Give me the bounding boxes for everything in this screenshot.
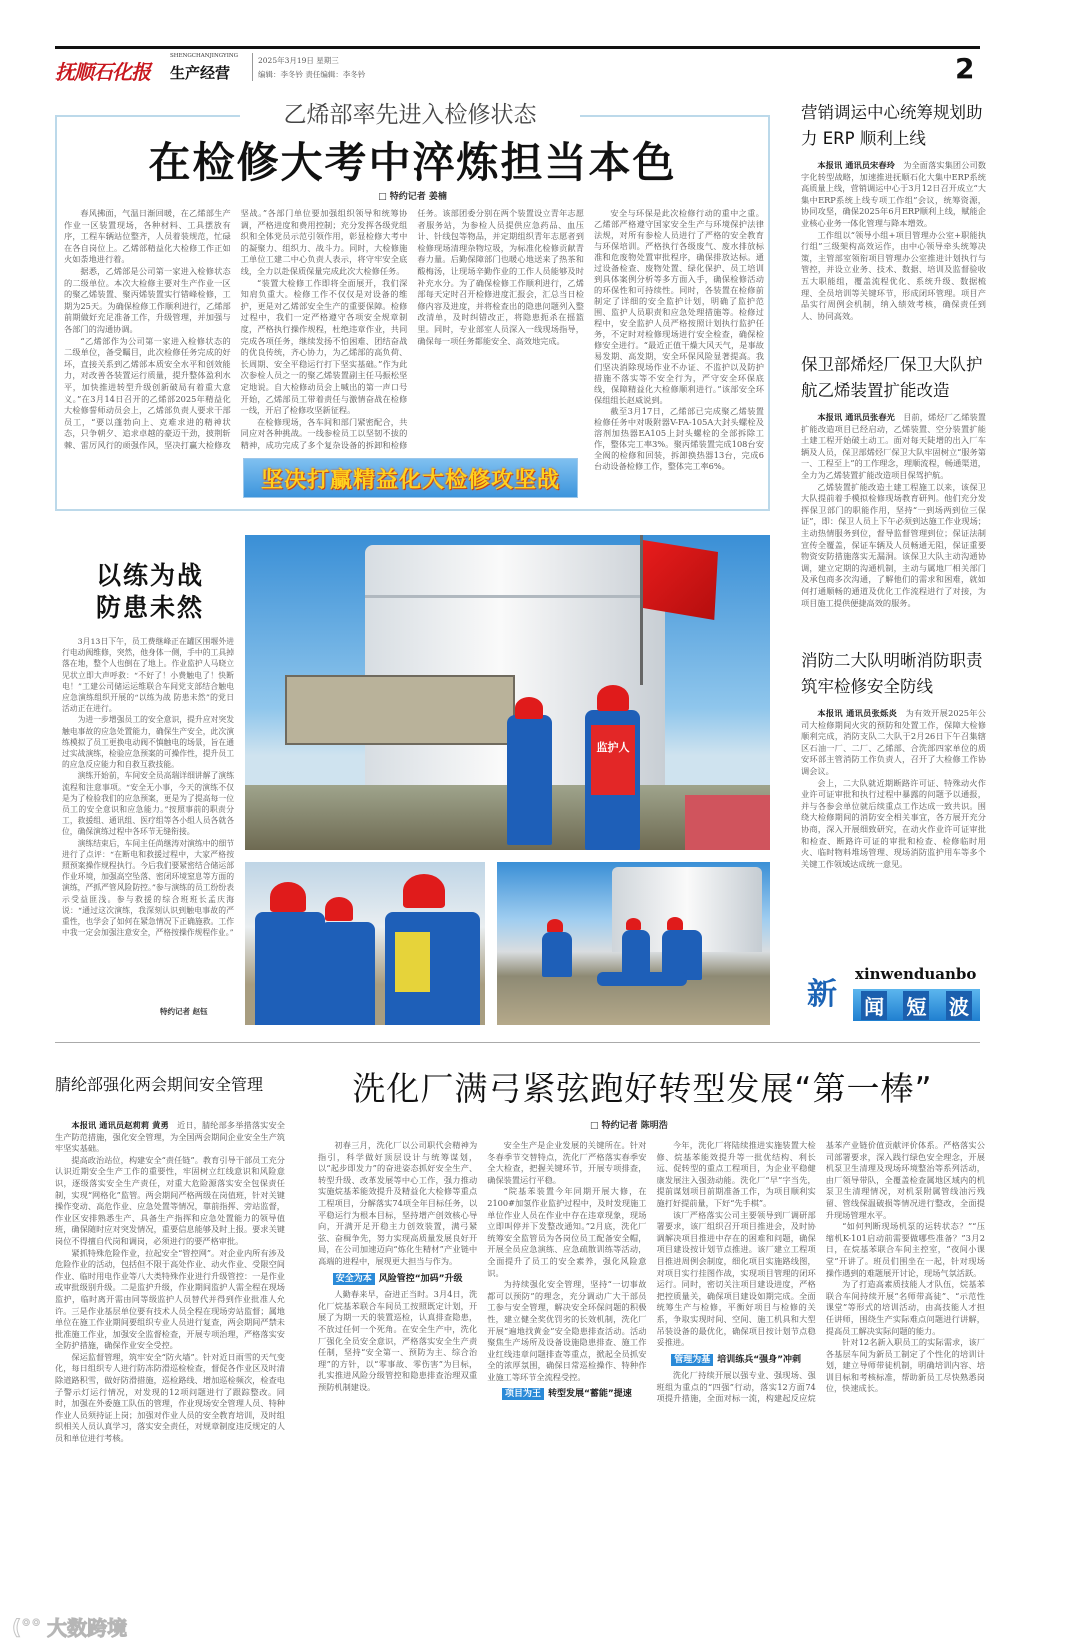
section-heading (657, 1355, 816, 1367)
paragraph: 为全面落实集团公司数字化转型战略，加速推进抚顺石化大集中ERP系统高质量上线，营销调运中心于3月12日召开成立“大集中ERP系统上线专项工作组”会议，统筹资源，协同攻坚，确保2025年6月ERP顺利上线，赋能企业核心业务一体化管理与降本增效。 (801, 160, 986, 228)
paragraph: 初春三月，洗化厂以公司职代会精神为指引，科学做好顶层设计与统筹谋划，以“起步即发力”的奋进姿态抓好安全生产、转型升级、改革发展等中心工作，强力推动实施烷基苯能效提升及精益化大检修等重点工程项目，分解落实74项全年目标任务，以平稳运行为根本目标，坚持增产创效核心导向，开满开足开稳主力创效装置，满弓紧弦、奋楫争先，努力实现高质量发展良好开局，在公司加速迈向“炼化生精材”产业链中高端的进程中，展现更大担当与作为。 (318, 1140, 478, 1266)
article-title: 营销调运中心统筹规划助力 ERP 顺利上线 (801, 103, 983, 148)
logo-pinyin: xinwenduanbo (855, 965, 977, 983)
logo-big-char: 新 (807, 977, 837, 1012)
paragraph: 为了打造高素质技能人才队伍，烷基苯联合车间持续开展“名师带高徒”、“示范性课堂”等形式的培训活动，由高技能人才担任讲师，围绕生产实际难点问题进行讲解，提高员工解决实际问题的能力。 (825, 1279, 985, 1336)
paragraph: 提高政治站位，构建安全“责任链”。教育引导干部员工充分认识近期安全生产工作的重要性，牢固树立红线意识和风险意识，逐级落实安全生产责任，对重大危险源落实安全包保责任制，实现“网格化”监管。两会期间严格两级在岗值班，针对关键操作变动、高危作业、应急处置等情况，靠前指挥、旁站监督，作业区安排熟悉生产、具备生产指挥和应急处置能力的领导值班，确保随时应对突发情况，重要信息能够及时上报。要求关键岗位不得擅自代岗和调岗，必须进行的要严格审批。 (55, 1154, 285, 1246)
acrylic-body (55, 1120, 285, 1605)
helmet (515, 697, 543, 719)
paragraph: “装置大检修工作即将全面展开，我们深知肩负重大。检修工作不仅仅是对设备的维护，更是对乙烯部安全生产的重要保障。检修过程中，我们一定严格遵守各项安全规章制度，严格执行操作规程，杜绝违章作业，共同完成各项任务，继续发扬不怕困难、团结奋战的优良传统，齐心协力，为乙烯部的高负荷、长周期、安全平稳运行打下坚实基础。”作为此次参检人员之一的聚乙烯装置副主任马振松坚定地说。自大检修动员会上喊出的第一声口号开始，乙烯部员工带着责任与激情奋战在检修一线，开启了检修攻坚新征程。 (240, 277, 408, 416)
section-heading-text: 转型发展“蓄能”提速 (547, 1389, 632, 1400)
title-line: 以练为战 (95, 561, 204, 590)
red-flag-icon (643, 540, 718, 620)
paragraph: 为有效开展2025年公司大检修期间火灾的预防和处置工作，保障大检修顺利完成，消防支队二大队于2月26日下午召集辖区石油一厂、二厂、乙烯部、合洗部四家单位的质安环部主管消防工作负责人，召开了大检修工作协调会议。 (801, 708, 986, 776)
section-heading-text: 培训练兵“强身”冲刺 (717, 1354, 802, 1365)
paragraph: 今年，洗化厂将陆续推进实施装置大检修、烷基苯能效提升等一批优结构、利长远、促转型的重点工程项目，为企业平稳健康发展注入强劲动能。洗化厂“早”字当先，提前谋划项目前期准备工作，为项目顺利实施打好提前量，下好“先手棋”。 (656, 1140, 816, 1208)
paragraph: 该厂严格落实公司主要领导到厂调研部署要求，该厂组织召开项目推进会，及时协调解决项目推进中存在的困难和问题，确保项目建设按计划节点推进。该厂建立工程项目推进周例会制度，细化项目实施路线图，对项目实行挂图作战，实现项目管理的闭环运行。同时，密切关注项目建设进度，严格把控质量关，确保项目建设如期完成。全面统筹生产与检修，平衡好项目与检修的关系，争取实现时间、空间、施工机具和大型吊装设备的最优化，确保项目按计划节点稳妥推进。 (656, 1209, 816, 1348)
paragraph: “院基苯装置今年同期开展大修，在2100#加氢作业监护过程中，及时发现施工单位作业人员在作业中存在违章现象，现场立即叫停并下发整改通知。”2月底，洗化厂统筹安全监管员为各岗位员工配备安全帽，开展全员应急演练、应急疏散训练等活动，全面提升了员工的安全素养，强化风险意识。 (487, 1186, 647, 1278)
lead-title: 在检修大考中淬炼担当本色 (148, 138, 677, 187)
worker (507, 715, 552, 845)
paragraph: 紧抓特殊危险作业，拉起安全“管控网”。对企业内所有涉及危险作业的活动，包括但不限于高处作业、动火作业、受限空间作业、临时用电作业等八大类特殊作业进行升级管控：一是作业或审批级别升级。二是监护升级，作业期间监护人需全程在现场监护，临时离开需由同等级监护人员替代并得到作业批准人允许。三是作业基层单位要有技术人员全程在现场旁站监督；属地单位在施工作业期间要组织专业人员进行复查，两会期间严禁未批准施工作业，加强安全监督检查，开展专项治理，严格落实安全防护措施，确保作业安全受控。 (55, 1247, 285, 1351)
title-line: 防患未然 (95, 593, 204, 622)
washing-title: 洗化厂满弓紧弦跑好转型发展“第一棒” (352, 1069, 933, 1108)
section-tag: 安全为本 (333, 1273, 375, 1285)
section-divider (252, 53, 253, 81)
paragraph: 工作组以“领导小组+项目管理办公室+职能执行组”三级架构高效运作，由中心领导牵头统筹决策，主管部室领衔项目管理办公室推进计划执行与管控，并设立业务、技术、数据、培训及监督验收五大职能组，覆盖流程优化、系统升级、数据梳理、全员培训等关键环节，形成闭环管理。项目产品实行周例会机制，纳入绩效考核，确保责任到人、协同高效。 (801, 229, 986, 321)
section-heading-text: 风险管控“加码”升级 (378, 1273, 463, 1284)
dateline: 本报讯 通讯员宋春玲 (817, 160, 895, 170)
drill-title (70, 560, 230, 624)
article-title: 消防二大队明晰消防职责筑牢检修安全防线 (801, 651, 983, 696)
section-heading (318, 1274, 477, 1286)
paragraph: 在检修现场，各车间和部门紧密配合，共同应对各种挑战。一线参检员工以坚韧不拔的精神，成功完成了多个复杂设备的拆卸和检修任务。该部团委分别在两个装置设立青年志愿者服务站，为参检人员提供应急药品、血压计、针线包等物品，并定期组织青年志愿者到检修现场清理杂物垃圾，为标准化检修贡献青春力量。后勤保障部门也暖心地送来了热茶和酸梅汤，让现场辛勤作业的工作人员能够及时补充水分。为了确保检修工作顺利进行，乙烯部每天定时召开检修进度汇报会，汇总当日检修内容及进度，并将检查出的隐患问题列入整改清单，及时纠错改正，将隐患扼杀在摇篮里。同时，专业部室人员深入一线现场指导，确保每一项任务都能安全、高效地完成。 (240, 208, 584, 450)
section-tag: 项目为王 (502, 1388, 544, 1400)
lead-kicker: 乙烯部率先进入检修状态 (240, 96, 580, 129)
right-column (801, 100, 986, 888)
watermark (12, 1612, 127, 1641)
paragraph: 为进一步增强员工的安全意识，提升应对突发触电事故的应急处置能力，确保生产安全，此次演练模拟了员工更换电动阀不慎触电的场景，旨在通过实战演练，检验应急预案的可操作性，提升员工的应急反应能力和自救互救技能。 (62, 715, 234, 770)
paragraph: 截至3月17日，乙烯部已完成聚乙烯装置检修任务中对吸附器V-FA-105A大封头螺栓及溶剂加热器EA105上封头螺栓的全部拆除工作，整体完工率3%。聚丙烯装置完成108台安全阀的检修和回装，拆卸换热器13台，完成6台动设备检修工作，整体完工率6%。 (594, 406, 764, 471)
photo-rescue-drill (497, 862, 770, 1025)
section-name: 生产经营 (170, 64, 231, 82)
paragraph: 演练开始前，车间安全员高瑞详细讲解了演练流程和注意事项。“安全无小事，今天的演练不仅是为了检验我们的应急预案，更是为了提高每一位员工的安全意识和应急能力。”按照事前的职责分工，救援组、通讯组、医疗组等各小组人员各就各位，确保演练过程中各环节无缝衔接。 (62, 771, 234, 837)
watermark-logo-icon: (°° (12, 1614, 42, 1639)
dateline: 本报讯 通讯员张烁炎 (817, 708, 898, 718)
logo-char: 闻 (861, 991, 887, 1020)
lead-body (64, 208, 584, 453)
editors: 编辑：李冬钤 责任编辑：李冬钤 (258, 70, 366, 79)
supervisor-vest: 监护人 (591, 725, 635, 795)
paragraph: 安全与环保是此次检修行动的重中之重。乙烯部严格遵守国家安全生产与环境保护法律法规，对所有参检人员进行了严格的安全教育与环保培训。严格执行各级废气、废水排放标准和危废物处置审批程序，确保排放达标。通过设备检查、废物处置、绿化保护、员工培训到具体案例分析等多方面入手，确保检修活动的环保性和可持续性。同时，各装置在检修前制定了详细的安全监护计划，明确了监护范围、监护人员职责和应急处理措施等。检修过程中，安全监护人员严格按照计划执行监护任务，不定时对检修现场进行安全检查，确保检修安全进行。“最近正值干燥大风天气，是事故易发期、高发期，安全环保风险显著提高。我们坚决消除现场作业不办证、不监护以及防护措施不落实等不安全行为，严守安全环保底线，保障精益化大检修顺利进行。”该部安全环保组组长赵威说到。 (594, 208, 764, 405)
paragraph: 近日，腈纶部多举措落实安全生产防范措施，强化安全管理，为全国两会期间企业安全生产筑牢坚实基础。 (55, 1120, 285, 1154)
logo-char: 波 (946, 991, 972, 1020)
section-tag: 管理为基 (671, 1354, 713, 1366)
valve-panel (285, 675, 515, 745)
drill-body (62, 636, 234, 998)
washing-byline: □ 特约记者 陈明浩 (590, 1121, 668, 1131)
drill-byline: 特约记者 赵钰 (160, 1007, 208, 1016)
paragraph: 针对12名新入职员工的实际需求，该厂各基层车间为新员工制定了个性化的培训计划，建立导师带徒机制，明确培训内容、培训目标和考核标准，帮助新员工尽快熟悉岗位，快速成长。 (825, 1337, 985, 1394)
paragraph: “如何判断现场机泵的运转状态？”“压缩机K-101启动前需要做哪些准备？”3月2日，在烷基苯联合车间主控室，“夜间小课堂”开讲了。班员们围坐在一起，针对现场操作遇到的难题展开讨论，现场气氛活跃。 (825, 1221, 985, 1278)
logo-char: 短 (903, 991, 929, 1020)
page-number: 2 (955, 52, 975, 85)
news-brief-logo (805, 965, 980, 1025)
paragraph: “乙烯部作为公司第一家进入检修状态的二级单位，备受瞩目，此次检修任务完成的好坏，直接关系到乙烯部本质安全水平和创效能力，对改善各装置运行质量，提升整体盈利水平，加快推进转型升级创新破局有着重大意义。”在3月14日召开的乙烯部2025年精益化大检修誓师动员会上，乙烯部负责人要求干部员工，“要以蓬勃向上、克难求进的精神状态，只争朝夕、追求卓越的豪迈干劲，披荆斩棘、雷厉风行的顽强作风，坚决打赢大检修攻坚战。”各部门单位要加强组织领导和统筹协调，严格进度和费用控制；充分发挥各级党组织和全体党员示范引领作用，彰显检修大考中的凝聚力、组织力、战斗力。同时，大检修施工单位工建二中心负责人表示，将守牢安全底线，全力以赴保质保量完成此次大检修任务。 (64, 208, 408, 450)
helmet (597, 685, 629, 711)
paragraph: 洗化厂持续开展以强专业、强现场、强班组为重点的“四强”行动，落实12方面74项提升措施，全面对标一流，构建起反应烷基苯产业链价值贡献评价体系。严格落实公司部署要求，深入践行绿色安全理念，开展机泵卫生清理及现场环境整治等系列活动，由厂领导带队，全覆盖检查属地区域内的机泵卫生清理情况，对机泵附属管线油污残留、管线保温破损等情况进行整改，全面提升现场管理水平。 (656, 1140, 985, 1404)
paragraph: 安全生产是企业发展的关键所在。针对冬春季节交替特点，洗化厂严格落实春季安全大检查，把握关键环节，开展专项排查，确保装置运行平稳。 (487, 1140, 647, 1185)
article-body (801, 708, 986, 888)
paragraph: 乙烯装置扩能改造土建工程施工以来，该保卫大队提前着手模拟检修现场教育研判。他们充分发挥保卫部门的职能作用，坚持“一到场两到位三保证”，即：保卫人员上下午必须到达施工作业现场；主动热情服务到位，督导监督管理到位；保证法制宣传全覆盖，保证车辆及人员畅通无阻，保证重要物资安防措施落实无漏洞。该保卫大队主动沟通协调，建立定期的沟通机制，主动与属地厂相关部门及承包商多次沟通，了解他们的需求和困难，就如何打通顺畅的通道及优化工作流程进行了对接，为项目施工提供便捷高效的服务。 (801, 481, 986, 608)
logo-band (853, 989, 980, 1021)
article-title: 保卫部烯烃厂保卫大队护航乙烯装置扩能改造 (801, 355, 983, 400)
dateline: 本报讯 通讯员张春光 (817, 412, 895, 422)
flag-pole (640, 535, 643, 685)
dateline: 本报讯 通讯员赵莉莉 黄勇 (71, 1120, 169, 1130)
section-pinyin: SHENGCHANJINGYING (170, 53, 239, 59)
paragraph: 3月13日下午，员工费继峰正在罐区围堰外进行电动阀维修，突然，他身体一侧，手中的工具掉落在地，整个人也倒在了地上。作业监护人马晓立见状立即大声呼救：“不好了！小费触电了！快断电！”工建公司储运运维联合车间党支部结合触电应急演练组织开展的“以练为战 防患未然”的党日活动正在进行。 (62, 637, 234, 714)
issue-date: 2025年3月19日 星期三 (258, 56, 339, 65)
lead-body-column-4 (594, 208, 764, 472)
photo-first-aid (245, 862, 485, 1025)
paragraph: 人勤春来早，奋进正当时。3月4日，洗化厂烷基苯联合车间员工按照既定计划，开展了为期一天的装置巡检，认真排查隐患，不放过任何一个死角。在安全生产中，洗化厂强化全员安全意识，严格落实安全生产责任制，坚持“安全第一、预防为主、综合治理”的方针，以“零事故、零伤害”为目标，扎实推进风险分级管控和隐患排查治理双重预防机制建设。 (318, 1289, 478, 1392)
paragraph: 演练结束后，车间主任尚继涛对演练中的细节进行了点评：“在断电和救援过程中，大家严格按照预案操作规程执行。今后我们要紧密结合储运部作业环境，加强高空坠落、密闭环境窒息等方面的演练，严抓严管风险防控。”参与演练的员工纷纷表示受益匪浅。参与救援的综合班班长孟庆海说：“通过这次演练，我深刻认识到触电事故的严重性，也学会了如何在紧急情况下正确施救。工作中我一定会加强注意安全，严格按操作规程作业。” (62, 838, 234, 938)
section-heading (487, 1389, 646, 1401)
paragraph: 为持续强化安全管理，坚持“一切事故都可以预防”的理念，充分调动广大干部员工参与安全管理，解决安全环保问题的积极性，建立健全奖优罚劣的长效机制，洗化厂开展“遍地找黄金”安全隐患排查活动。活动聚焦生产场所及设备设施隐患排查、施工作业红线违章问题排查等重点，掀起全员抓安全的浓厚氛围，确保日常巡检操作、特种作业施工等环节全流程受控。 (487, 1279, 647, 1382)
section-divider-rule (55, 1042, 980, 1043)
article-body (801, 160, 986, 338)
washing-body (318, 1140, 985, 1610)
watermark-text: 大数跨境 (47, 1616, 128, 1640)
paragraph: 据悉，乙烯部是公司第一家进入检修状态的二级单位。本次大检修主要对生产作业一区的聚乙烯装置、聚丙烯装置实行错峰检修，工期为25天。为确保检修工作顺利进行，乙烯部前期做好充足准备工作，升级管理，并加强与各部门的沟通协调。 (64, 265, 231, 334)
paragraph: 会上，二大队就近期断路许可证、特殊动火作业许可证审批和执行过程中暴露的问题予以通报，并与各参会单位就后续重点工作达成一致共识。围绕大检修期间的消防安全相关事宜，各方展开充分协商，深入开展细致研究，在动火作业许可证审批和检查、断路许可证的审批和检查、检修临时用火、临时物料堆场管理、现场消防监护用车等多个关键工作领域达成统一意见。 (801, 777, 986, 869)
article-body (801, 412, 986, 636)
lead-byline: □ 特约记者 姜楠 (378, 192, 447, 202)
acrylic-title: 腈纶部强化两会期间安全管理 (55, 1075, 264, 1094)
banner-slogan: 坚决打赢精益化大检修攻坚战 (260, 467, 560, 493)
paragraph: 保运监督管理，筑牢安全“防火墙”。针对近日雨雪的天气变化，每日组织专人进行防冻防滑巡检检查，督促各作业区及时清除道路积雪，做好防滑措施，巡检路线、增加巡检频次，检查电子警示灯运行情况，对发现的12项问题进行了跟踪整改。同时，加强在外委施工队伍的管理，作业现场安全管理人员、特种作业人员须持证上岗；加强对作业人员的安全教育培训，及时组织相关人员认真学习，落实安全责任，对规章制度违反规定的人员和单位进行考核。 (55, 1351, 285, 1444)
photo-workers-at-tank (245, 535, 770, 850)
masthead-top-rule (55, 46, 980, 49)
lead-banner (243, 458, 578, 498)
paragraph: 春风拂面，气温日渐回暖，在乙烯部生产作业一区装置现场，各种材料、工具摆放有序，工程车辆站位整齐，人员着装规范，忙碌在各自岗位上。乙烯部精益化大检修工作正如火如荼地进行着。 (64, 208, 231, 265)
paragraph: 目前，烯烃厂乙烯装置扩能改造项目已经启动，乙烯装置、空分装置扩能土建工程开始破土动工。面对每天陡增的出入厂车辆及人员，保卫部烯烃厂保卫大队牢固树立“服务第一、工程至上”的工作理念，理顺流程，畅通渠道，全力为乙烯装置扩能改造项目保驾护航。 (801, 412, 986, 480)
paper-name-logo: 抚顺石化报 (55, 60, 150, 84)
